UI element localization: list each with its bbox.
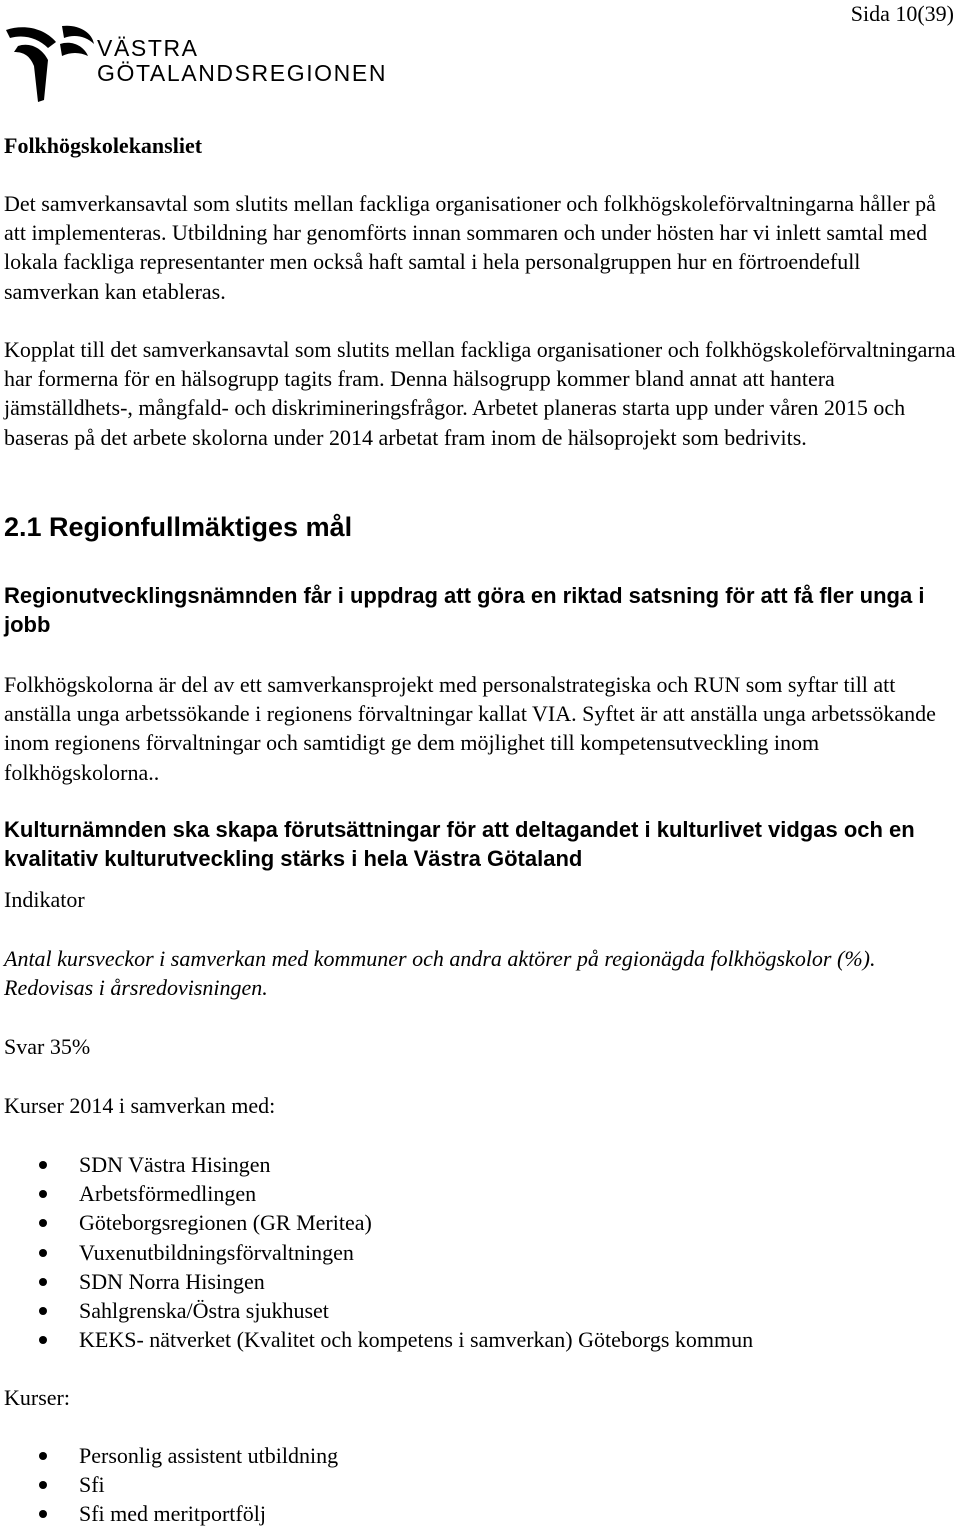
list-item: Sahlgrenska/Östra sjukhuset	[0, 1296, 753, 1325]
section-heading-goals: 2.1 Regionfullmäktiges mål	[4, 512, 353, 542]
list-item: Göteborgsregionen (GR Meritea)	[0, 1208, 753, 1237]
partner-list	[0, 1150, 753, 1354]
courses-label: Kurser:	[4, 1385, 70, 1410]
answer-text: Svar 35%	[4, 1034, 91, 1059]
bullet-icon	[39, 1481, 47, 1489]
list-item: Sfi	[0, 1470, 338, 1499]
list-item: KEKS- nätverket (Kvalitet och kompetens i samverkan) Göteborgs kommun	[0, 1325, 753, 1354]
list-item: Arbetsförmedlingen	[0, 1179, 753, 1208]
bullet-icon	[39, 1161, 47, 1169]
list-item: SDN Norra Hisingen	[0, 1267, 753, 1296]
logo-line2: GÖTALANDSREGIONEN	[97, 60, 388, 86]
section-heading-school: Folkhögskolekansliet	[4, 133, 203, 158]
list-item: Vuxenutbildningsförvaltningen	[0, 1238, 753, 1267]
bullet-icon	[39, 1249, 47, 1257]
indicator-label: Indikator	[4, 887, 85, 912]
bullet-icon	[39, 1336, 47, 1344]
subheading-culture: Kulturnämnden ska skapa förutsättningar för att deltagandet i kulturlivet vidgas och en kvalitativ kulturutveckling stärks i hela Västra Götaland	[4, 817, 915, 871]
paragraph-health-group: Kopplat till det samverkansavtal som slutits mellan fackliga organisationer och folkhögskoleförvaltningarna har formerna för en hälsogrupp tagits fram. Denna hälsogrupp kommer bland annat att hantera jämställdhets-, mångfald- och diskrimineringsfrågor. Arbetet planeras starta upp under våren 2015 och baseras på det arbete skolorna under 2014 arbetat fram inom de hälsoprojekt som bedrivits.	[4, 337, 956, 450]
course-list	[0, 1441, 338, 1529]
bullet-icon	[39, 1219, 47, 1227]
paragraph-via-project: Folkhögskolorna är del av ett samverkansprojekt med personalstrategiska och RUN som syftar till att anställa unga arbetssökande i regionens förvaltningar kallat VIA. Syftet är att anställa unga arbetssökande inom regionens förvaltningar och samtidigt ge dem möjlighet till kompetensutveckling inom folkhögskolorna..	[4, 672, 936, 785]
list-item: Sfi med meritportfölj	[0, 1499, 338, 1528]
bullet-icon	[39, 1190, 47, 1198]
list-item: Personlig assistent utbildning	[0, 1441, 338, 1470]
list-item: SDN Västra Hisingen	[0, 1150, 753, 1179]
page-number: Sida 10(39)	[850, 1, 954, 26]
bullet-icon	[39, 1452, 47, 1460]
region-logo	[4, 22, 394, 106]
logo-line1: VÄSTRA	[97, 35, 199, 61]
indicator-text: Antal kursveckor i samverkan med kommuner och andra aktörer på regionägda folkhögskolor (%). Redovisas i årsredovisningen.	[4, 946, 876, 1001]
paragraph-implementation: Det samverkansavtal som slutits mellan fackliga organisationer och folkhögskoleförvaltningarna håller på att implementeras. Utbildning har genomförts innan sommaren och under hösten har vi inlett samtal med lokala fackliga representanter men också haft samtal i hela personalgruppen hur en förtroendefull samverkan kan etableras.	[4, 191, 936, 304]
bullet-icon	[39, 1510, 47, 1518]
subheading-youth-jobs: Regionutvecklingsnämnden får i uppdrag att göra en riktad satsning för att få fler unga i jobb	[4, 583, 925, 637]
bullet-icon	[39, 1307, 47, 1315]
courses-2014-label: Kurser 2014 i samverkan med:	[4, 1093, 276, 1118]
logo-emblem-icon	[4, 22, 96, 106]
bullet-icon	[39, 1278, 47, 1286]
